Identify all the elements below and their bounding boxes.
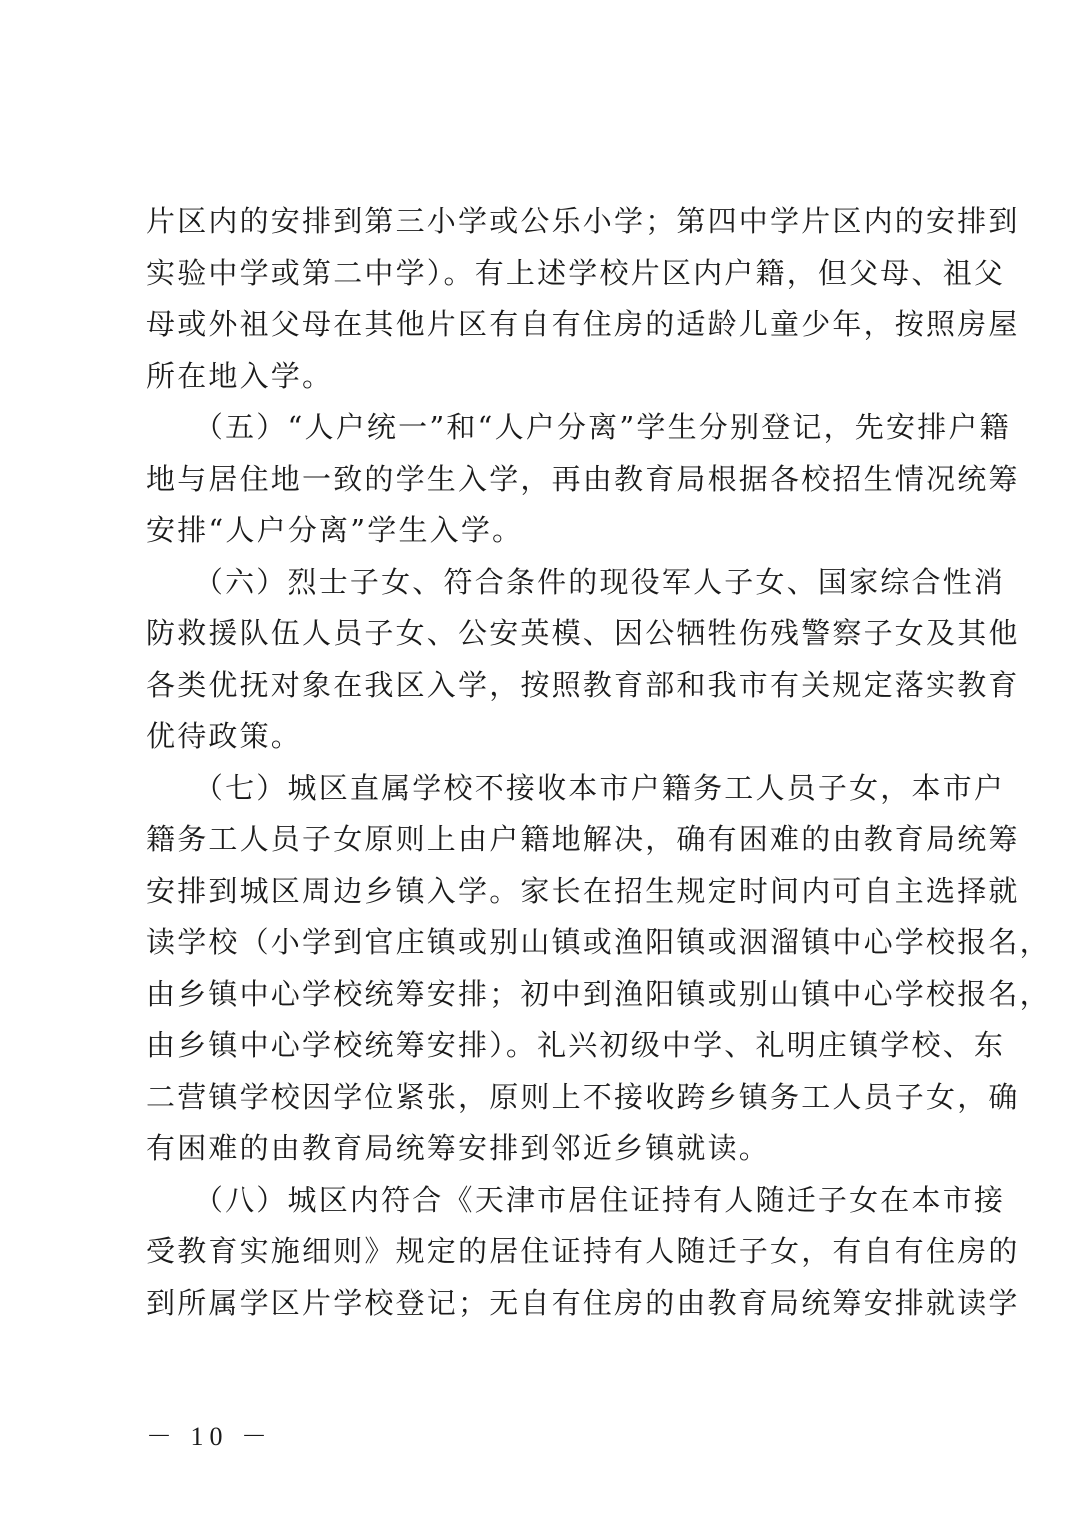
body-text bbox=[146, 196, 1051, 1329]
text-line-22: 到所属学区片学校登记；无自有住房的由教育局统筹安排就读学 bbox=[146, 1285, 1020, 1320]
text-line-14: 安排到城区周边乡镇入学。家长在招生规定时间内可自主选择就 bbox=[146, 873, 1020, 908]
text-line-18: 二营镇学校因学位紧张，原则上不接收跨乡镇务工人员子女，确 bbox=[146, 1079, 1020, 1114]
text-line-13: 籍务工人员子女原则上由户籍地解决，确有困难的由教育局统筹 bbox=[146, 822, 1020, 856]
text-line-16: 由乡镇中心学校统筹安排；初中到渔阳镇或别山镇中心学校报名， bbox=[146, 976, 1051, 1011]
text-line-3: 母或外祖父母在其他片区有自有住房的适龄儿童少年，按照房屋 bbox=[146, 307, 1020, 341]
text-line-21: 受教育实施细则》规定的居住证持有人随迁子女，有自有住房的 bbox=[146, 1234, 1020, 1268]
text-line-19: 有困难的由教育局统筹安排到邻近乡镇就读。 bbox=[146, 1131, 771, 1165]
text-line-4: 所在地入学。 bbox=[146, 358, 334, 393]
text-line-5: （五）“人户统一”和“人户分离”学生分别登记，先安排户籍 bbox=[146, 410, 1011, 444]
text-line-9: 防救援队伍人员子女、公安英模、因公牺牲伤残警察子女及其他 bbox=[146, 616, 1020, 650]
text-line-11: 优待政策。 bbox=[146, 719, 303, 753]
text-line-10: 各类优抚对象在我区入学，按照教育部和我市有关规定落实教育 bbox=[146, 667, 1020, 702]
text-line-20: （八）城区内符合《天津市居住证持有人随迁子女在本市接 bbox=[146, 1182, 1006, 1217]
text-line-2: 实验中学或第二中学）。有上述学校片区内户籍，但父母、祖父 bbox=[146, 255, 1006, 290]
text-line-15: 读学校（小学到官庄镇或别山镇或渔阳镇或洇溜镇中心学校报名， bbox=[146, 925, 1051, 959]
text-line-17: 由乡镇中心学校统筹安排）。礼兴初级中学、礼明庄镇学校、东 bbox=[146, 1028, 1006, 1062]
text-line-8: （六）烈士子女、符合条件的现役军人子女、国家综合性消 bbox=[146, 564, 1006, 599]
text-line-7: 安排“人户分离”学生入学。 bbox=[146, 513, 524, 547]
text-line-1: 片区内的安排到第三小学或公乐小学；第四中学片区内的安排到 bbox=[146, 204, 1020, 238]
text-line-6: 地与居住地一致的学生入学，再由教育局根据各校招生情况统筹 bbox=[146, 461, 1020, 496]
text-line-12: （七）城区直属学校不接收本市户籍务工人员子女，本市户 bbox=[146, 770, 1006, 805]
page-number: － 10 － bbox=[146, 1422, 274, 1451]
